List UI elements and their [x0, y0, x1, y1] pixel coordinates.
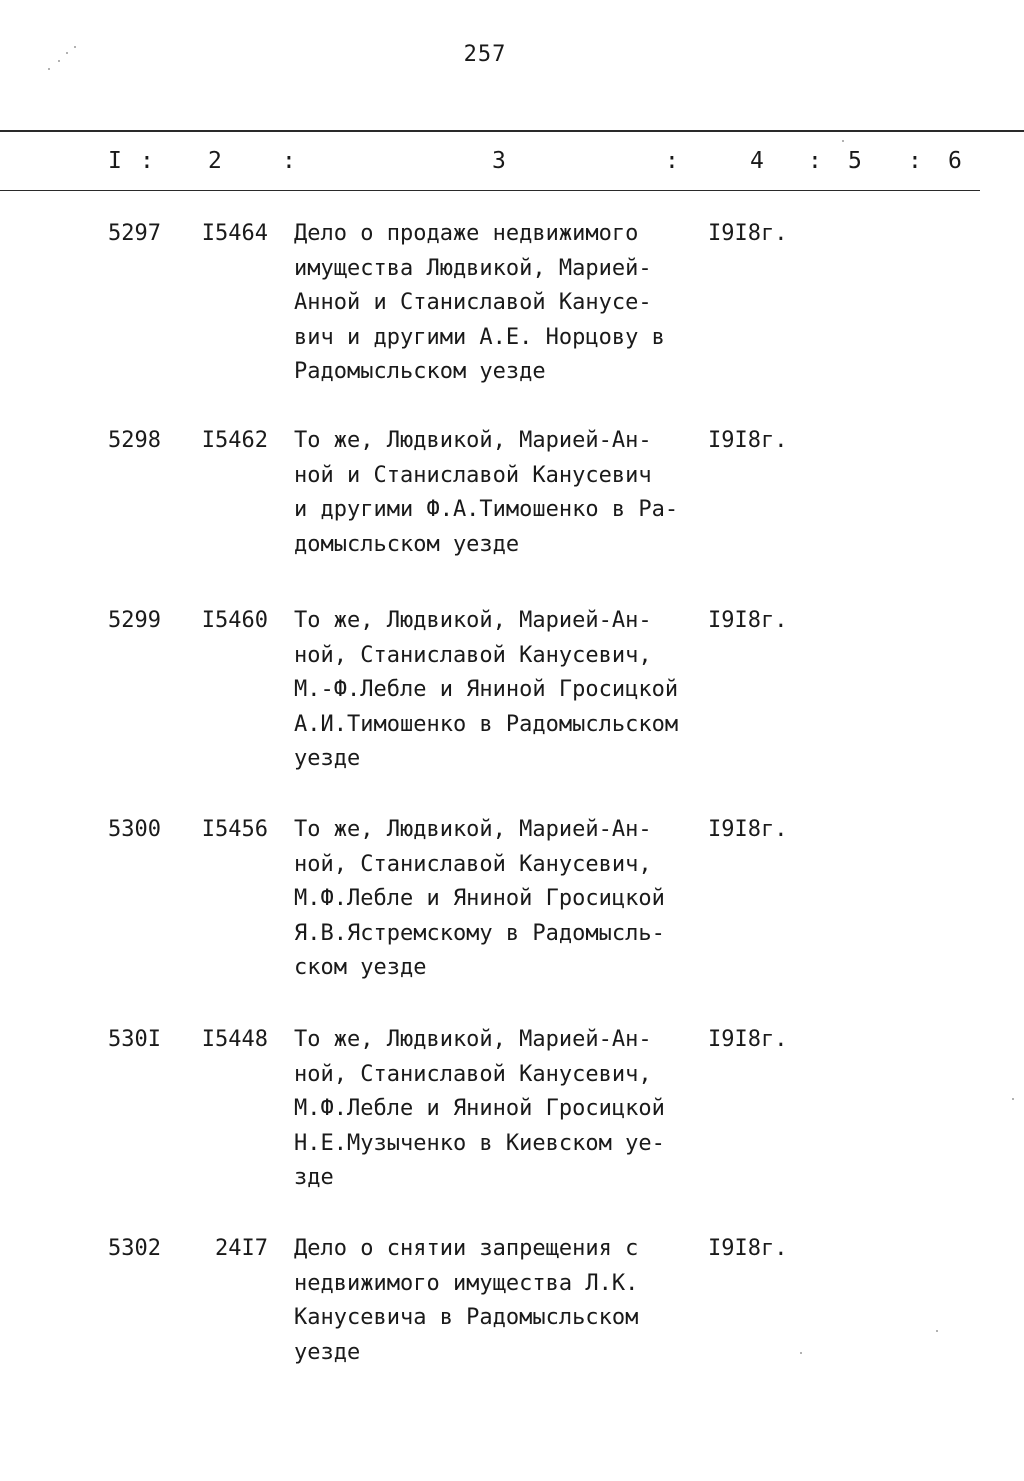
description-line: ной и Станиславой Канусевич: [294, 462, 652, 488]
entry-year: I9I8г.: [708, 1027, 788, 1052]
description-line: Анной и Станиславой Канусе-: [294, 290, 652, 315]
description-line: вич и другими А.Е. Норцову в: [294, 324, 665, 350]
column-header-row: [0, 148, 1024, 180]
column-header-3: 3: [492, 148, 506, 174]
description-line: Дело о продаже недвижимого: [294, 221, 639, 246]
entry-old-number: I5462: [201, 428, 268, 453]
entry-number: 5297: [108, 221, 161, 246]
description-line: и другими Ф.А.Тимошенко в Ра-: [294, 497, 679, 522]
scan-speck: [58, 60, 60, 62]
description-line: имущества Людвикой, Марией-: [294, 255, 652, 281]
description-line: Я.В.Ястремскому в Радомысль-: [294, 920, 665, 946]
column-header-4: 4: [750, 148, 764, 174]
description-line: То же, Людвикой, Марией-Ан-: [294, 428, 652, 453]
scan-speck: [74, 46, 76, 48]
column-separator: :: [908, 148, 922, 174]
description-line: Н.Е.Музыченко в Киевском уе-: [294, 1130, 665, 1156]
entry-description: [294, 424, 714, 562]
description-line: А.И.Тимошенко в Радомысльском: [294, 711, 679, 737]
description-line: Канусевича в Радомысльском: [294, 1305, 639, 1330]
column-separator: :: [665, 148, 679, 174]
page-number: 257: [463, 42, 507, 67]
column-header-5: 5: [848, 148, 862, 174]
entry-description: [294, 813, 714, 986]
column-separator: :: [140, 148, 154, 174]
scan-speck: [66, 52, 68, 54]
entry-description: [294, 1232, 714, 1370]
entry-year: I9I8г.: [708, 1236, 788, 1261]
description-line: недвижимого имущества Л.К.: [294, 1270, 639, 1296]
scan-speck: [800, 1352, 802, 1354]
scan-speck: [48, 68, 50, 70]
header-bottom-rule: [0, 190, 980, 191]
column-header-6: 6: [948, 148, 962, 174]
description-line: домысльском уезде: [294, 531, 520, 557]
description-line: ной, Станиславой Канусевич,: [294, 851, 652, 877]
description-line: То же, Людвикой, Марией-Ан-: [294, 608, 652, 633]
entry-number: 530I: [108, 1027, 161, 1052]
entry-old-number: I5464: [201, 221, 268, 246]
entry-old-number: I5456: [201, 817, 268, 842]
description-line: То же, Людвикой, Марией-Ан-: [294, 1027, 652, 1052]
description-line: ной, Станиславой Канусевич,: [294, 1061, 652, 1087]
column-separator: :: [282, 148, 296, 174]
description-line: ском уезде: [294, 955, 427, 980]
entry-number: 5302: [108, 1236, 161, 1261]
description-line: зде: [294, 1165, 334, 1190]
entry-description: [294, 604, 714, 777]
entry-old-number: I5448: [201, 1027, 268, 1052]
column-header-2: 2: [208, 148, 222, 174]
entry-number: 5300: [108, 817, 161, 842]
column-header-1: I: [108, 148, 122, 174]
scan-speck: [842, 140, 844, 142]
entry-description: [294, 217, 714, 390]
entry-year: I9I8г.: [708, 428, 788, 453]
description-line: Дело о снятии запрещения с: [294, 1236, 639, 1261]
entry-old-number: I5460: [201, 608, 268, 633]
description-line: М.Ф.Лебле и Яниной Гросицкой: [294, 1096, 665, 1121]
description-line: Радомысльском уезде: [294, 359, 546, 384]
entry-year: I9I8г.: [708, 817, 788, 842]
description-line: уезде: [294, 746, 361, 771]
scan-speck: [936, 1330, 938, 1332]
description-line: М.Ф.Лебле и Яниной Гросицкой: [294, 886, 665, 911]
entry-year: I9I8г.: [708, 221, 788, 246]
entry-number: 5298: [108, 428, 161, 453]
column-separator: :: [808, 148, 822, 174]
entry-year: I9I8г.: [708, 608, 788, 633]
description-line: уезде: [294, 1339, 361, 1365]
entry-number: 5299: [108, 608, 161, 633]
entry-old-number: 24I7: [215, 1236, 268, 1261]
description-line: ной, Станиславой Канусевич,: [294, 642, 652, 668]
description-line: То же, Людвикой, Марией-Ан-: [294, 817, 652, 842]
entry-description: [294, 1023, 714, 1196]
header-top-rule: [0, 130, 1024, 132]
scan-speck: [1012, 1098, 1014, 1100]
description-line: М.-Ф.Лебле и Яниной Гросицкой: [294, 677, 679, 702]
